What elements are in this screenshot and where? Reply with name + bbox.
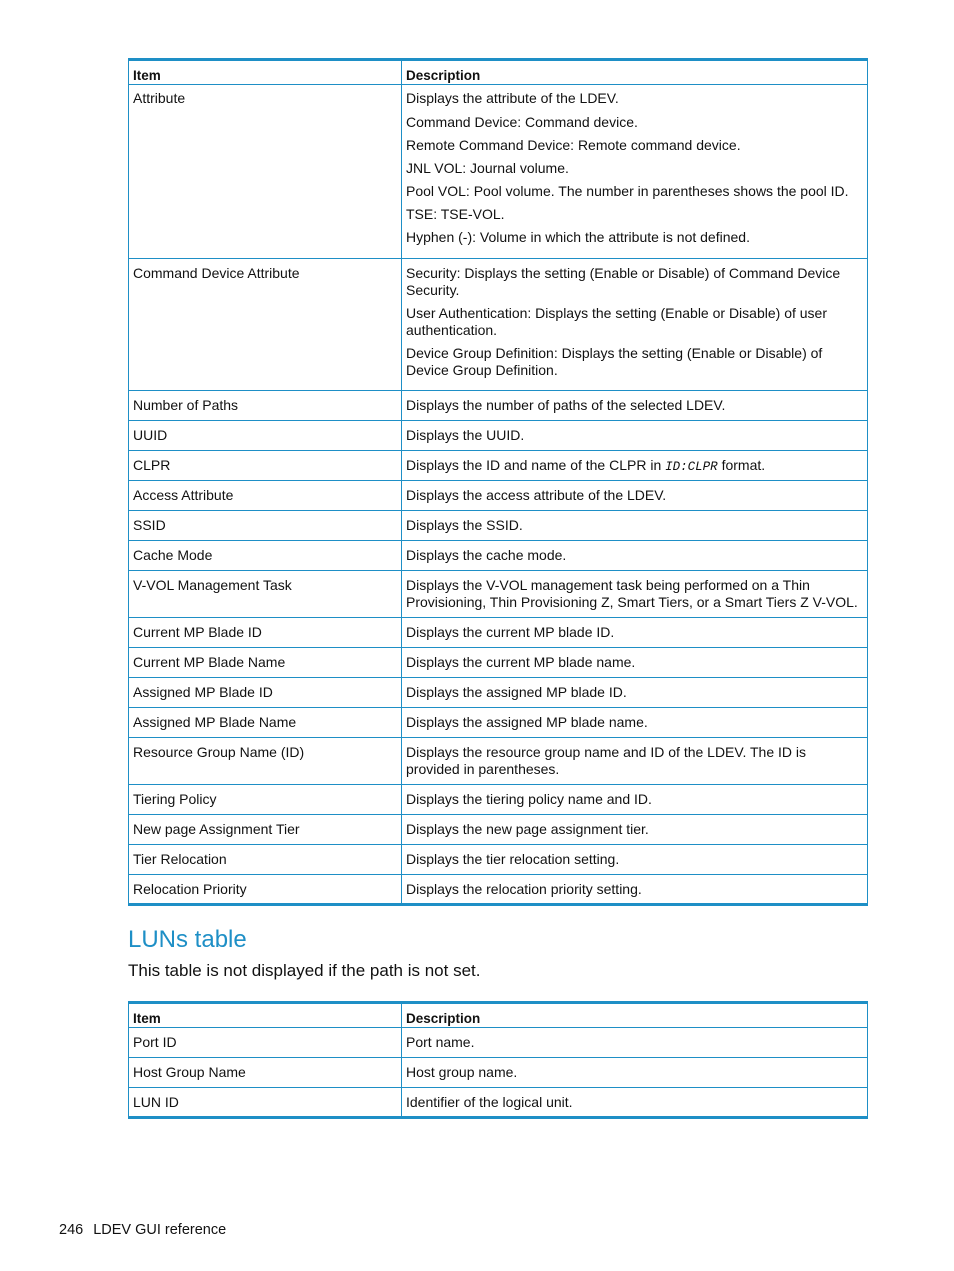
row-item: Port ID <box>129 1028 402 1058</box>
code-clpr: CLPR <box>687 460 718 474</box>
table-row <box>129 421 868 451</box>
table-header-row <box>129 1003 868 1028</box>
row-description: Port name. <box>402 1028 868 1058</box>
table-header-row <box>129 60 868 85</box>
page-number: 246 <box>59 1222 84 1238</box>
row-description: Displays the V-VOL management task being performed on a Thin Provisioning, Thin Provisioning Z, Smart Tiers, or a Smart Tiers Z V-VOL. <box>402 571 868 618</box>
table-row <box>129 648 868 678</box>
table-row <box>129 481 868 511</box>
desc-line: Pool VOL: Pool volume. The number in parentheses shows the pool ID. <box>406 183 849 199</box>
section-heading: LUNs table <box>128 926 247 953</box>
row-item: Command Device Attribute <box>129 259 402 391</box>
row-description: Displays the cache mode. <box>402 541 868 571</box>
table-row <box>129 678 868 708</box>
row-description: Displays the assigned MP blade ID. <box>402 678 868 708</box>
row-description: Displays the SSID. <box>402 511 868 541</box>
row-description: Displays the UUID. <box>402 421 868 451</box>
row-description: Displays the access attribute of the LDEV. <box>402 481 868 511</box>
ldev-properties-table <box>128 58 868 906</box>
desc-line: Security: Displays the setting (Enable or Disable) of Command Device Security. <box>406 265 841 298</box>
row-description: Displays the number of paths of the selected LDEV. <box>402 391 868 421</box>
row-description: Identifier of the logical unit. <box>402 1088 868 1118</box>
row-item: Current MP Blade Name <box>129 648 402 678</box>
row-item: CLPR <box>129 451 402 481</box>
desc-line: User Authentication: Displays the setting (Enable or Disable) of user authentication. <box>406 305 827 338</box>
section-intro: This table is not displayed if the path is not set. <box>128 961 481 980</box>
page-footer <box>59 1222 236 1238</box>
luns-table <box>128 1001 868 1119</box>
row-item: Tiering Policy <box>129 785 402 815</box>
row-item: Current MP Blade ID <box>129 618 402 648</box>
row-item: New page Assignment Tier <box>129 815 402 845</box>
table-row <box>129 875 868 905</box>
header-description: Description <box>402 1003 868 1028</box>
desc-line: Displays the attribute of the LDEV. <box>406 90 619 106</box>
table-row <box>129 451 868 481</box>
desc-line: Hyphen (-): Volume in which the attribute is not defined. <box>406 229 750 245</box>
desc-text: Displays the ID and name of the CLPR in <box>406 457 666 473</box>
row-item: V-VOL Management Task <box>129 571 402 618</box>
row-description: Displays the resource group name and ID of the LDEV. The ID is provided in parentheses. <box>402 738 868 785</box>
row-item: Assigned MP Blade Name <box>129 708 402 738</box>
desc-line: TSE: TSE-VOL. <box>406 206 505 222</box>
row-description: Displays the relocation priority setting. <box>402 875 868 905</box>
table-row <box>129 1028 868 1058</box>
row-item: LUN ID <box>129 1088 402 1118</box>
row-description: Displays the new page assignment tier. <box>402 815 868 845</box>
row-description <box>402 259 868 391</box>
table-row <box>129 738 868 785</box>
header-item: Item <box>129 1003 402 1028</box>
table-row <box>129 541 868 571</box>
table-row <box>129 1088 868 1118</box>
row-item: Resource Group Name (ID) <box>129 738 402 785</box>
row-description <box>402 451 868 481</box>
row-description: Displays the assigned MP blade name. <box>402 708 868 738</box>
row-item: Assigned MP Blade ID <box>129 678 402 708</box>
code-id: ID <box>665 460 681 474</box>
row-description: Displays the current MP blade ID. <box>402 618 868 648</box>
desc-line: Command Device: Command device. <box>406 114 638 130</box>
table-row <box>129 815 868 845</box>
row-item: Tier Relocation <box>129 845 402 875</box>
row-item: Attribute <box>129 85 402 259</box>
desc-line: Device Group Definition: Displays the setting (Enable or Disable) of Device Group Definition. <box>406 345 823 378</box>
header-item: Item <box>129 60 402 85</box>
code-separator: : <box>680 460 688 474</box>
table-row <box>129 391 868 421</box>
row-item: SSID <box>129 511 402 541</box>
table-row <box>129 85 868 259</box>
table-row <box>129 845 868 875</box>
row-item: Host Group Name <box>129 1058 402 1088</box>
table-row <box>129 259 868 391</box>
table-row <box>129 571 868 618</box>
row-item: Relocation Priority <box>129 875 402 905</box>
table-row <box>129 708 868 738</box>
row-item: Cache Mode <box>129 541 402 571</box>
desc-line: JNL VOL: Journal volume. <box>406 160 569 176</box>
row-description <box>402 85 868 259</box>
desc-text: format. <box>717 457 766 473</box>
footer-section: LDEV GUI reference <box>93 1222 227 1238</box>
header-description: Description <box>402 60 868 85</box>
row-description: Displays the tiering policy name and ID. <box>402 785 868 815</box>
table-row <box>129 1058 868 1088</box>
table-row <box>129 511 868 541</box>
row-description: Displays the current MP blade name. <box>402 648 868 678</box>
row-item: Access Attribute <box>129 481 402 511</box>
row-description: Displays the tier relocation setting. <box>402 845 868 875</box>
row-description: Host group name. <box>402 1058 868 1088</box>
row-item: Number of Paths <box>129 391 402 421</box>
desc-line: Remote Command Device: Remote command device. <box>406 137 741 153</box>
row-item: UUID <box>129 421 402 451</box>
table-row <box>129 785 868 815</box>
table-row <box>129 618 868 648</box>
